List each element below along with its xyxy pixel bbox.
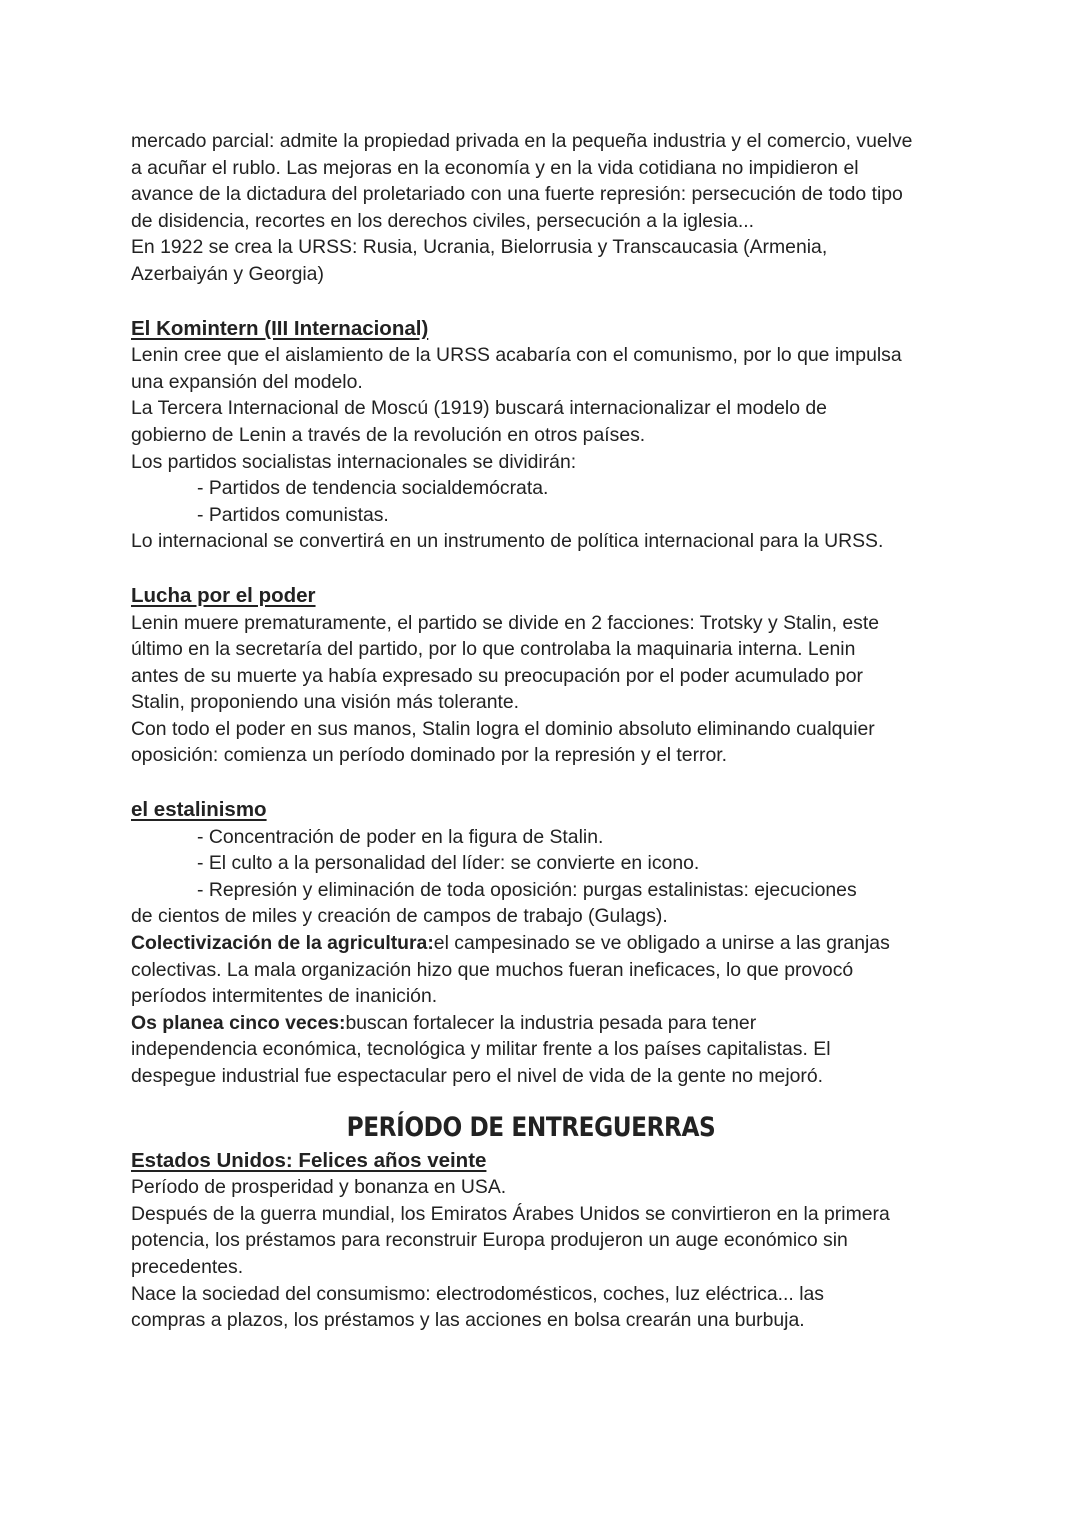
komintern-line: Lenin cree que el aislamiento de la URSS acabaría con el comunismo, por lo que impulsa bbox=[131, 344, 902, 367]
estalinismo-bullet: - Represión y eliminación de toda oposición: purgas estalinistas: ejecuciones bbox=[197, 878, 857, 901]
colectivizacion-line: colectivas. La mala organización hizo que muchos fueran ineficaces, lo que provocó bbox=[131, 958, 854, 981]
planes-term: Os planea cinco veces: bbox=[131, 1011, 346, 1034]
komintern-bullet: - Partidos de tendencia socialdemócrata. bbox=[197, 477, 549, 500]
entreguerras-line: compras a plazos, los préstamos y las acciones en bolsa crearán una burbuja. bbox=[131, 1309, 805, 1332]
lucha-section bbox=[131, 583, 951, 769]
lucha-line: Lenin muere prematuramente, el partido se divide en 2 facciones: Trotsky y Stalin, este bbox=[131, 611, 880, 634]
planes-line: despegue industrial fue espectacular pero el nivel de vida de la gente no mejoró. bbox=[131, 1065, 824, 1087]
spacer bbox=[131, 288, 951, 316]
komintern-line: una expansión del modelo. bbox=[131, 370, 363, 393]
entreguerras-line: Período de prosperidad y bonanza en USA. bbox=[131, 1176, 507, 1199]
entreguerras-line: Nace la sociedad del consumismo: electrodomésticos, coches, luz eléctrica... las bbox=[131, 1282, 824, 1305]
colectivizacion-text: el campesinado se ve obligado a unirse a las granjas bbox=[433, 932, 890, 955]
planes-text: buscan fortalecer la industria pesada para tener bbox=[345, 1011, 757, 1034]
estalinismo-section bbox=[131, 797, 951, 1090]
entreguerras-title: PERÍODO DE ENTREGUERRAS bbox=[346, 1111, 716, 1143]
lucha-line: último en la secretaría del partido, por lo que controlaba la maquinaria interna. Lenin bbox=[131, 638, 856, 661]
estalinismo-bullet: - El culto a la personalidad del líder: se convierte en icono. bbox=[197, 852, 700, 875]
intro-line: En 1922 se crea la URSS: Rusia, Ucrania, Bielorrusia y Transcaucasia (Armenia, bbox=[131, 236, 828, 259]
spacer bbox=[131, 555, 951, 583]
lucha-heading: Lucha por el poder bbox=[131, 583, 316, 607]
intro-line: mercado parcial: admite la propiedad privada en la pequeña industria y el comercio, vuelve bbox=[131, 130, 913, 152]
planes-line: independencia económica, tecnológica y militar frente a los países capitalistas. El bbox=[131, 1038, 831, 1061]
intro-line: Azerbaiyán y Georgia) bbox=[131, 262, 324, 285]
komintern-line: La Tercera Internacional de Moscú (1919) buscará internacionalizar el modelo de bbox=[131, 397, 827, 420]
document-page bbox=[131, 128, 951, 1334]
colectivizacion-line bbox=[131, 930, 951, 957]
komintern-line: gobierno de Lenin a través de la revolución en otros países. bbox=[131, 423, 646, 446]
intro-line: a acuñar el rublo. Las mejoras en la economía y en la vida cotidiana no impidieron el bbox=[131, 156, 859, 179]
estalinismo-bullet-continuation: de cientos de miles y creación de campos de trabajo (Gulags). bbox=[131, 905, 668, 928]
komintern-closing: Lo internacional se convertirá en un instrumento de política internacional para la URSS. bbox=[131, 530, 884, 553]
entreguerras-heading: Estados Unidos: Felices años veinte bbox=[131, 1148, 487, 1172]
komintern-bullet: - Partidos comunistas. bbox=[197, 503, 389, 526]
intro-line: avance de la dictadura del proletariado con una fuerte represión: persecución de todo tipo bbox=[131, 183, 903, 206]
komintern-line: Los partidos socialistas internacionales se dividirán: bbox=[131, 450, 577, 473]
colectivizacion-line: períodos intermitentes de inanición. bbox=[131, 985, 438, 1008]
komintern-heading: El Komintern (III Internacional) bbox=[131, 316, 429, 340]
intro-paragraph bbox=[131, 128, 951, 288]
planes-line bbox=[131, 1010, 951, 1037]
entreguerras-line: potencia, los préstamos para reconstruir Europa produjeron un auge económico sin bbox=[131, 1229, 848, 1252]
lucha-line: Stalin, proponiendo una visión más tolerante. bbox=[131, 691, 520, 714]
spacer bbox=[131, 769, 951, 797]
entreguerras-section bbox=[131, 1148, 951, 1334]
lucha-line: oposición: comienza un período dominado por la represión y el terror. bbox=[131, 744, 728, 767]
intro-line: de disidencia, recortes en los derechos civiles, persecución a la iglesia... bbox=[131, 209, 754, 232]
entreguerras-line: Después de la guerra mundial, los Emiratos Árabes Unidos se convirtieron en la primera bbox=[131, 1202, 890, 1225]
komintern-section bbox=[131, 316, 951, 555]
estalinismo-heading: el estalinismo bbox=[131, 798, 267, 822]
colectivizacion-term: Colectivización de la agricultura: bbox=[131, 932, 434, 955]
entreguerras-line: precedentes. bbox=[131, 1255, 244, 1278]
lucha-line: Con todo el poder en sus manos, Stalin logra el dominio absoluto eliminando cualquier bbox=[131, 717, 875, 740]
estalinismo-bullet: - Concentración de poder en la figura de Stalin. bbox=[197, 825, 604, 848]
lucha-line: antes de su muerte ya había expresado su preocupación por el poder acumulado por bbox=[131, 664, 863, 687]
